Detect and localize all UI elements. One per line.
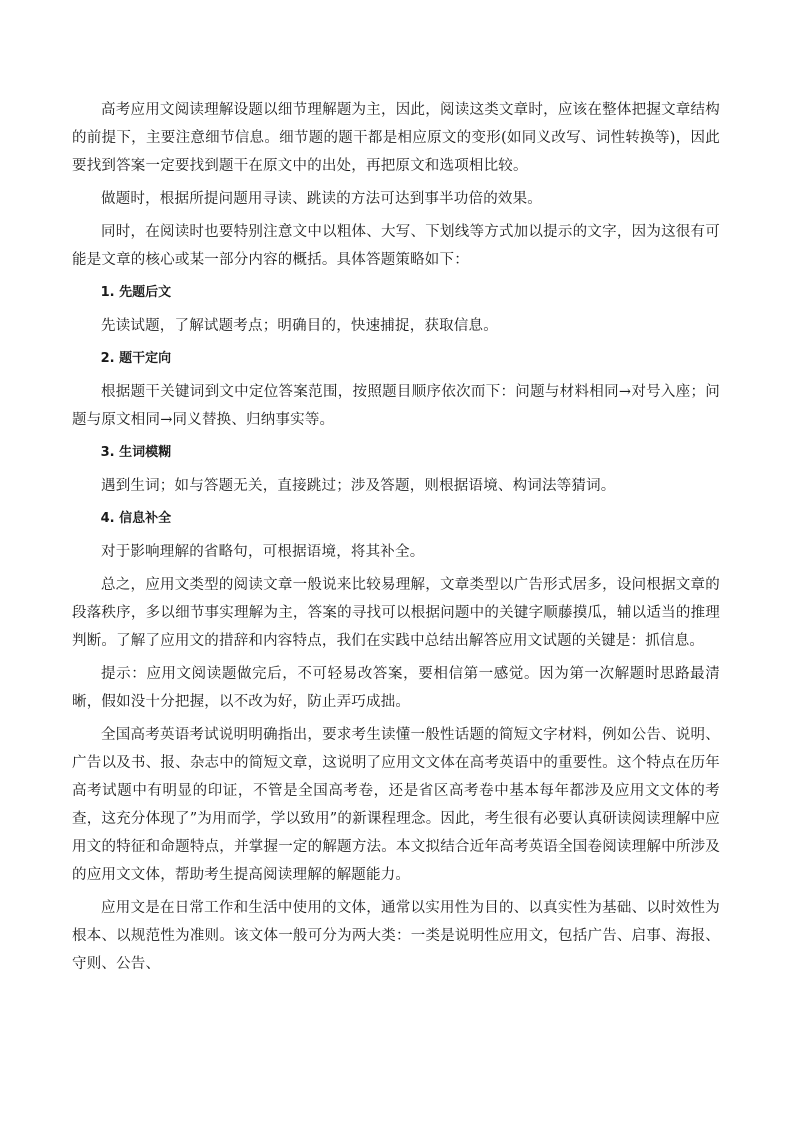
strategy-text-1: 先读试题，了解试题考点；明确目的，快速捕捉，获取信息。 bbox=[101, 318, 498, 334]
document-body bbox=[72, 96, 720, 978]
strategy-heading-4: 4. 信息补全 bbox=[100, 511, 172, 526]
strategy-text-2: 根据题干关键词到文中定位答案范围，按照题目顺序依次而下：问题与材料相同→对号入座；问题与原文相同→同义替换、归纳事实等。 bbox=[72, 384, 720, 428]
paragraph-hint: 提示：应用文阅读题做完后，不可轻易改答案，要相信第一感觉。因为第一次解题时思路最清晰，假如没十分把握，以不改为好，防止弄巧成拙。 bbox=[72, 666, 720, 710]
strategy-text-3: 遇到生词；如与答题无关，直接跳过；涉及答题，则根据语境、构词法等猜词。 bbox=[101, 478, 616, 494]
paragraph-attention: 同时，在阅读时也要特别注意文中以粗体、大写、下划线等方式加以提示的文字，因为这很有可能是文章的核心或某一部分内容的概括。具体答题策略如下： bbox=[72, 224, 720, 268]
paragraph-summary: 总之，应用文类型的阅读文章一般说来比较易理解，文章类型以广告形式居多，设问根据文章的段落秩序，多以细节事实理解为主，答案的寻找可以根据问题中的关键字顺藤摸瓜，辅以适当的推理判断。了解了应用文的措辞和内容特点，我们在实践中总结出解答应用文试题的关键是：抓信息。 bbox=[72, 577, 720, 649]
paragraph-intro: 高考应用文阅读理解设题以细节理解题为主，因此，阅读这类文章时，应该在整体把握文章结构的前提下，主要注意细节信息。细节题的题干都是相应原文的变形(如同义改写、词性转换等)，因此要找到答案一定要找到题干在原文中的出处，再把原文和选项相比较。 bbox=[72, 102, 720, 174]
strategy-heading-3: 3. 生词模糊 bbox=[100, 445, 172, 460]
strategy-heading-2: 2. 题干定向 bbox=[100, 351, 172, 366]
strategy-text-4: 对于影响理解的省略句，可根据语境，将其补全。 bbox=[101, 544, 425, 560]
paragraph-definition: 应用文是在日常工作和生活中使用的文体，通常以实用性为目的、以真实性为基础、以时效性为根本、以规范性为准则。该文体一般可分为两大类：一类是说明性应用文，包括广告、启事、海报、守则、公告、 bbox=[72, 900, 720, 972]
strategy-heading-1: 1. 先题后文 bbox=[100, 285, 172, 300]
paragraph-exam-guide: 全国高考英语考试说明明确指出，要求考生读懂一般性话题的简短文字材料，例如公告、说明、广告以及书、报、杂志中的简短文章，这说明了应用文文体在高考英语中的重要性。这个特点在历年高考试题中有明显的印证，不管是全国高考卷，还是省区高考卷中基本每年都涉及应用文文体的考查，这充分体现了”为用而学，学以致用”的新课程理念。因此，考生很有必要认真研读阅读理解中应用文的特征和命题特点，并掌握一定的解题方法。本文拟结合近年高考英语全国卷阅读理解中所涉及的应用文文体，帮助考生提高阅读理解的解题能力。 bbox=[72, 727, 720, 883]
paragraph-tip: 做题时，根据所提问题用寻读、跳读的方法可达到事半功倍的效果。 bbox=[101, 191, 542, 207]
